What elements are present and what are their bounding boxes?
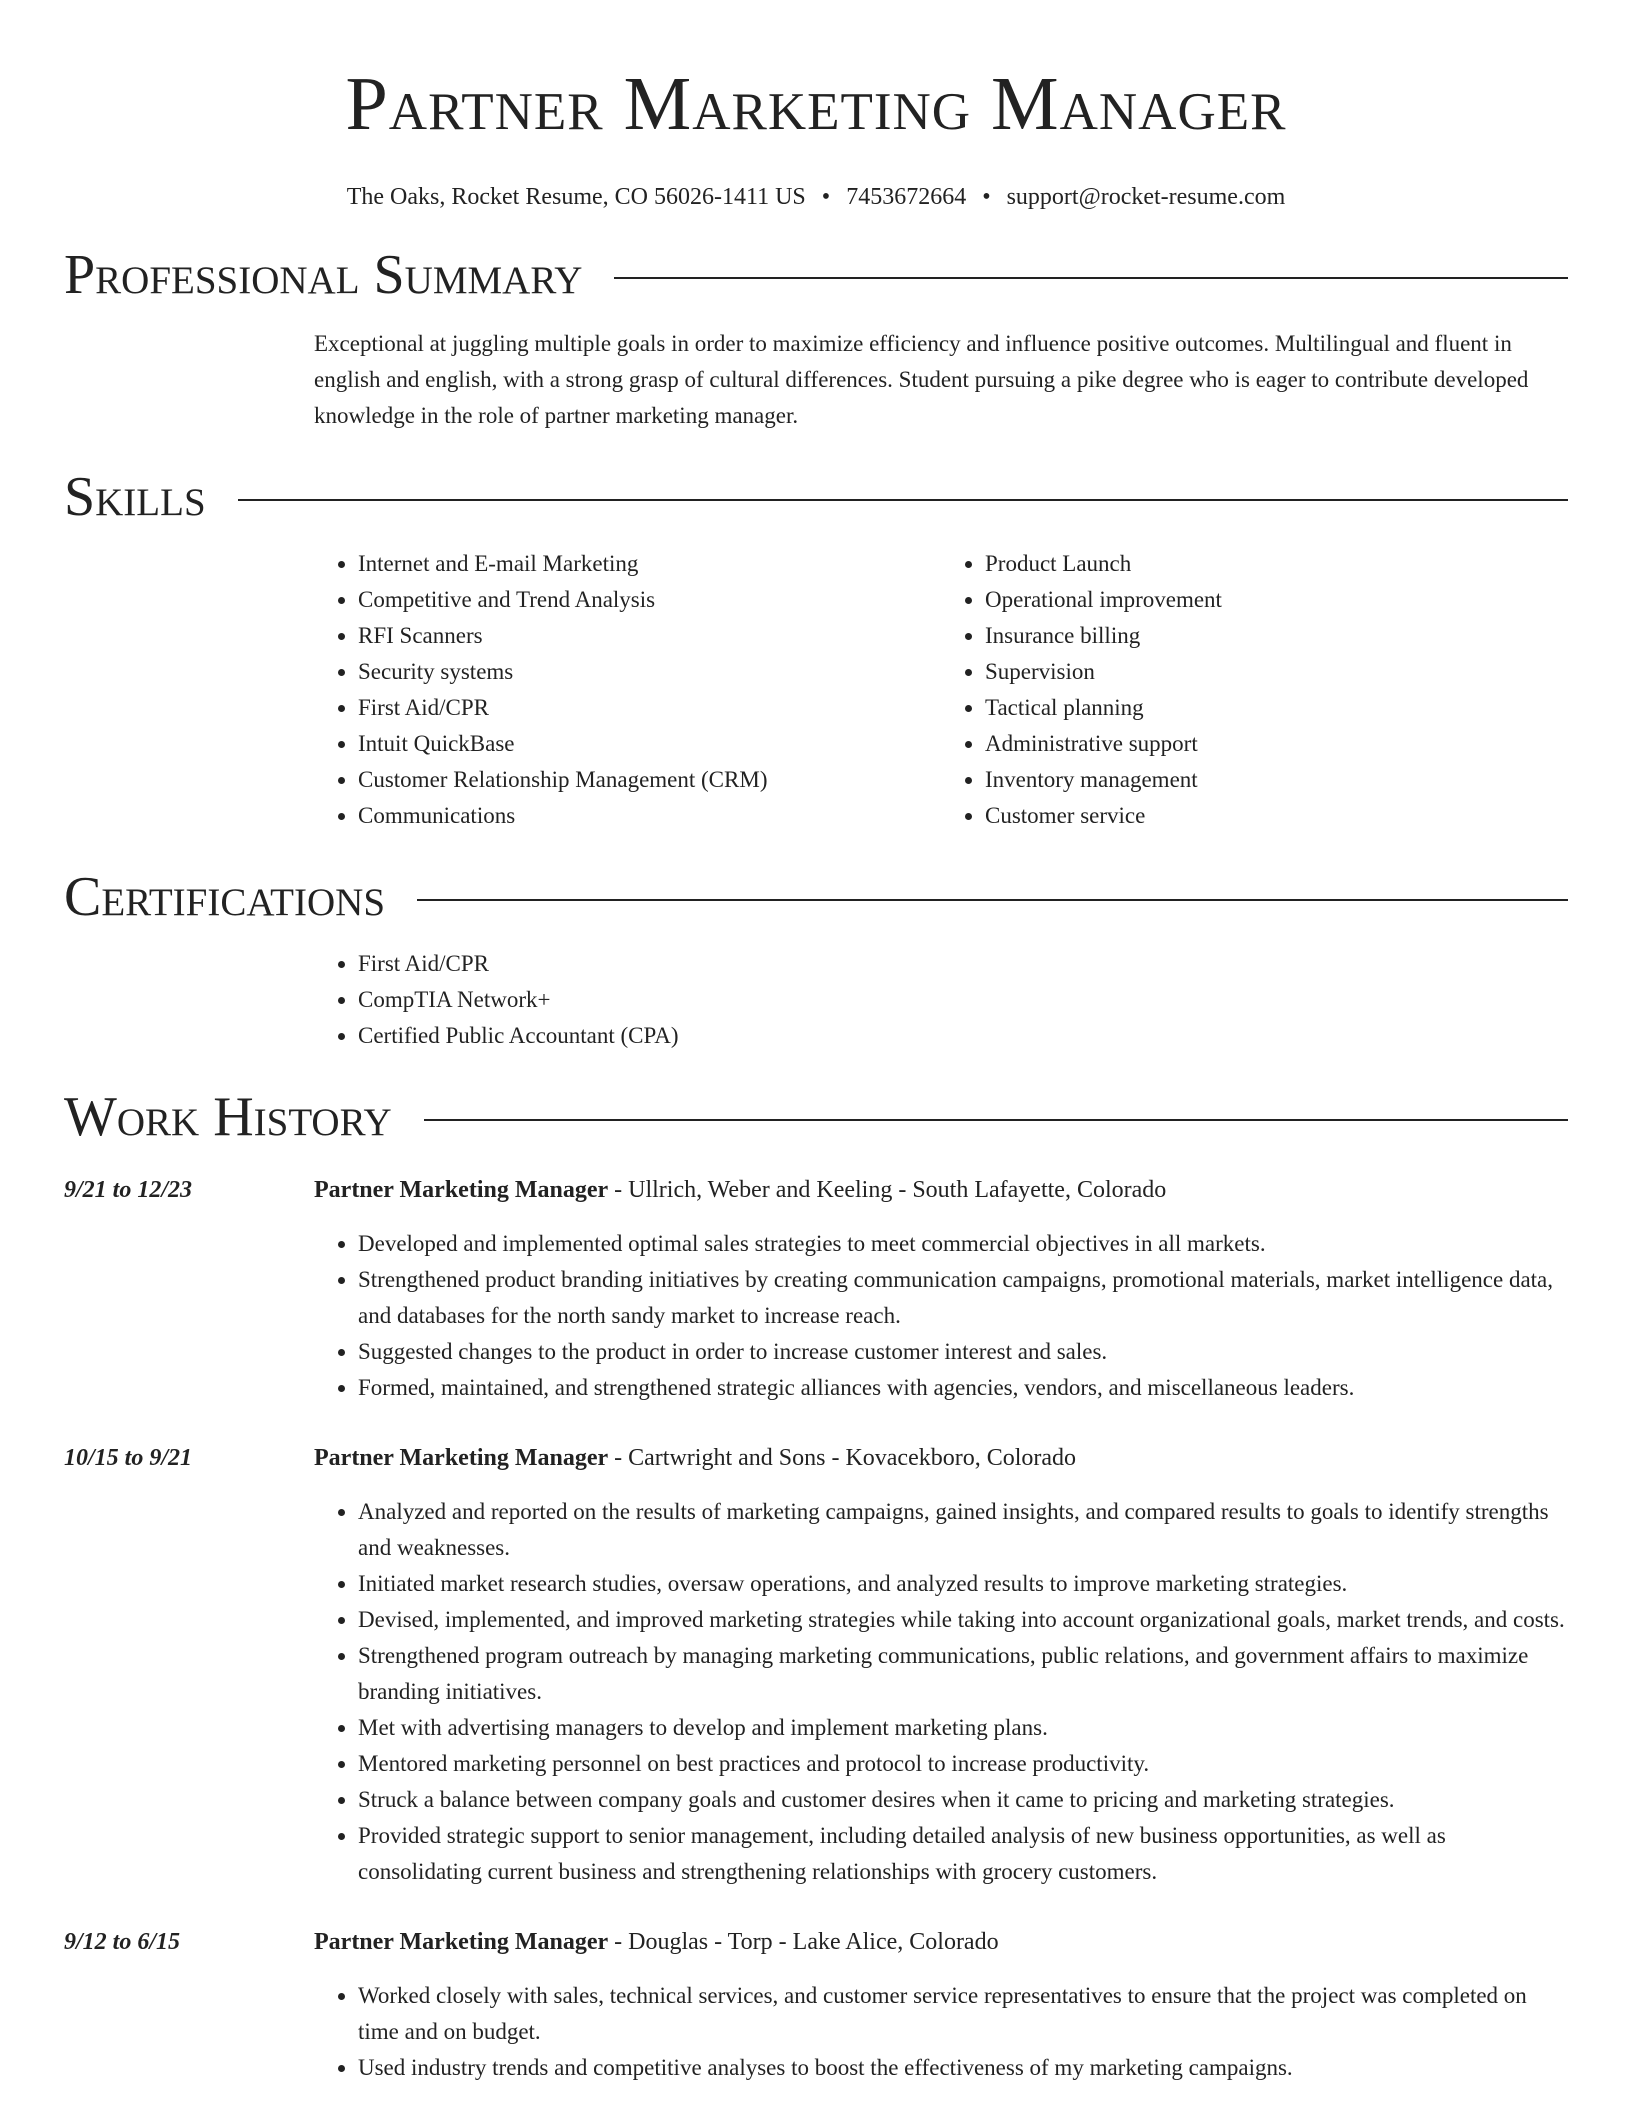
skill-item: • Tactical planning: [985, 690, 1568, 726]
certifications-section-header: [64, 864, 1568, 930]
contact-separator: •: [982, 184, 991, 210]
job-bullets: [314, 1494, 1568, 1890]
certification-item: • CompTIA Network+: [358, 982, 1568, 1018]
summary-text: Exceptional at juggling multiple goals in order to maximize efficiency and influence positive outcomes. Multilingual and fluent in english and english, with a strong grasp of cultural differences. Student pursuing a pike degree who is eager to contribute developed knowledge in the role of partner marketing manager.: [314, 331, 1529, 428]
job-entry: [64, 1924, 1568, 2086]
skills-heading: Skills: [64, 466, 206, 528]
job-dates: 9/21 to 12/23: [64, 1177, 193, 1203]
work-heading: Work History: [64, 1086, 392, 1148]
skill-item: • Competitive and Trend Analysis: [358, 582, 941, 618]
section-divider: [614, 277, 1568, 279]
skill-item: • RFI Scanners: [358, 618, 941, 654]
summary-section: [314, 326, 1568, 434]
job-bullet: • Suggested changes to the product in order to increase customer interest and sales.: [358, 1334, 1568, 1370]
skill-item: • Intuit QuickBase: [358, 726, 941, 762]
skill-item: • Operational improvement: [985, 582, 1568, 618]
contact-separator: •: [821, 184, 831, 210]
job-company: - Cartwright and Sons - Kovacekboro, Colorado: [608, 1445, 1077, 1471]
job-bullet: • Used industry trends and competitive analyses to boost the effectiveness of my marketing campaigns.: [358, 2050, 1568, 2086]
skills-left-list: [314, 546, 941, 834]
job-bullet: • Strengthened product branding initiatives by creating communication campaigns, promotional materials, market intelligence data, and databases for the north sandy market to increase reach.: [358, 1262, 1568, 1334]
job-bullet: • Strengthened program outreach by managing marketing communications, public relations, and government affairs to maximize branding initiatives.: [358, 1638, 1568, 1710]
skills-section: [314, 546, 1568, 834]
job-bullet: • Met with advertising managers to develop and implement marketing plans.: [358, 1710, 1568, 1746]
job-heading: [314, 1440, 1568, 1476]
job-bullet: • Formed, maintained, and strengthened strategic alliances with agencies, vendors, and miscellaneous leaders.: [358, 1370, 1568, 1406]
resume-name: Partner Marketing Manager: [345, 62, 1287, 146]
job-heading: [314, 1924, 1568, 1960]
skills-right-list: [941, 546, 1568, 834]
section-divider: [238, 499, 1568, 501]
contact-address: The Oaks, Rocket Resume, CO 56026-1411 US: [346, 184, 806, 210]
job-bullets: [314, 1226, 1568, 1406]
skill-item: • Customer service: [985, 798, 1568, 834]
job-entry: [64, 1440, 1568, 1890]
job-bullet: • Analyzed and reported on the results of marketing campaigns, gained insights, and compared results to goals to identify strengths and weaknesses.: [358, 1494, 1568, 1566]
job-title: Partner Marketing Manager: [314, 1177, 609, 1203]
contact-email: support@rocket-resume.com: [1006, 184, 1286, 210]
skills-section-header: [64, 464, 1568, 530]
work-section-header: [64, 1084, 1568, 1150]
skill-item: • Security systems: [358, 654, 941, 690]
skill-item: • Communications: [358, 798, 941, 834]
job-bullet: • Devised, implemented, and improved marketing strategies while taking into account organizational goals, market trends, and costs.: [358, 1602, 1568, 1638]
job-title: Partner Marketing Manager: [314, 1929, 609, 1955]
job-bullet: • Worked closely with sales, technical services, and customer service representatives to ensure that the project was completed on time and on budget.: [358, 1978, 1568, 2050]
job-dates: 9/12 to 6/15: [64, 1929, 181, 1955]
certifications-heading: Certifications: [64, 866, 386, 928]
skill-item: • Inventory management: [985, 762, 1568, 798]
skill-item: • First Aid/CPR: [358, 690, 941, 726]
skill-item: • Product Launch: [985, 546, 1568, 582]
certifications-list: [314, 946, 1568, 1054]
contact-line: [64, 182, 1568, 212]
section-divider: [424, 1119, 1568, 1121]
job-bullet: • Struck a balance between company goals and customer desires when it came to pricing and marketing strategies.: [358, 1782, 1568, 1818]
certification-item: • Certified Public Accountant (CPA): [358, 1018, 1568, 1054]
skill-item: • Administrative support: [985, 726, 1568, 762]
job-bullets: [314, 1978, 1568, 2086]
section-divider: [417, 899, 1568, 901]
job-dates: 10/15 to 9/21: [64, 1445, 193, 1471]
job-entry: [64, 1172, 1568, 1406]
summary-section-header: [64, 242, 1568, 308]
job-heading: [314, 1172, 1568, 1208]
contact-phone: 7453672664: [846, 184, 967, 210]
job-company: - Ullrich, Weber and Keeling - South Lafayette, Colorado: [608, 1177, 1167, 1203]
job-bullet: • Provided strategic support to senior management, including detailed analysis of new business opportunities, as well as consolidating current business and strengthening relationships with grocery customers.: [358, 1818, 1568, 1890]
job-title: Partner Marketing Manager: [314, 1445, 609, 1471]
job-bullet: • Initiated market research studies, oversaw operations, and analyzed results to improve marketing strategies.: [358, 1566, 1568, 1602]
certifications-section: [314, 946, 1568, 1054]
summary-heading: Professional Summary: [64, 244, 583, 306]
job-company: - Douglas - Torp - Lake Alice, Colorado: [608, 1929, 999, 1955]
skill-item: • Insurance billing: [985, 618, 1568, 654]
skill-item: • Internet and E-mail Marketing: [358, 546, 941, 582]
certification-item: • First Aid/CPR: [358, 946, 1568, 982]
skill-item: • Supervision: [985, 654, 1568, 690]
skill-item: • Customer Relationship Management (CRM): [358, 762, 941, 798]
job-bullet: • Developed and implemented optimal sales strategies to meet commercial objectives in all markets.: [358, 1226, 1568, 1262]
job-bullet: • Mentored marketing personnel on best practices and protocol to increase productivity.: [358, 1746, 1568, 1782]
